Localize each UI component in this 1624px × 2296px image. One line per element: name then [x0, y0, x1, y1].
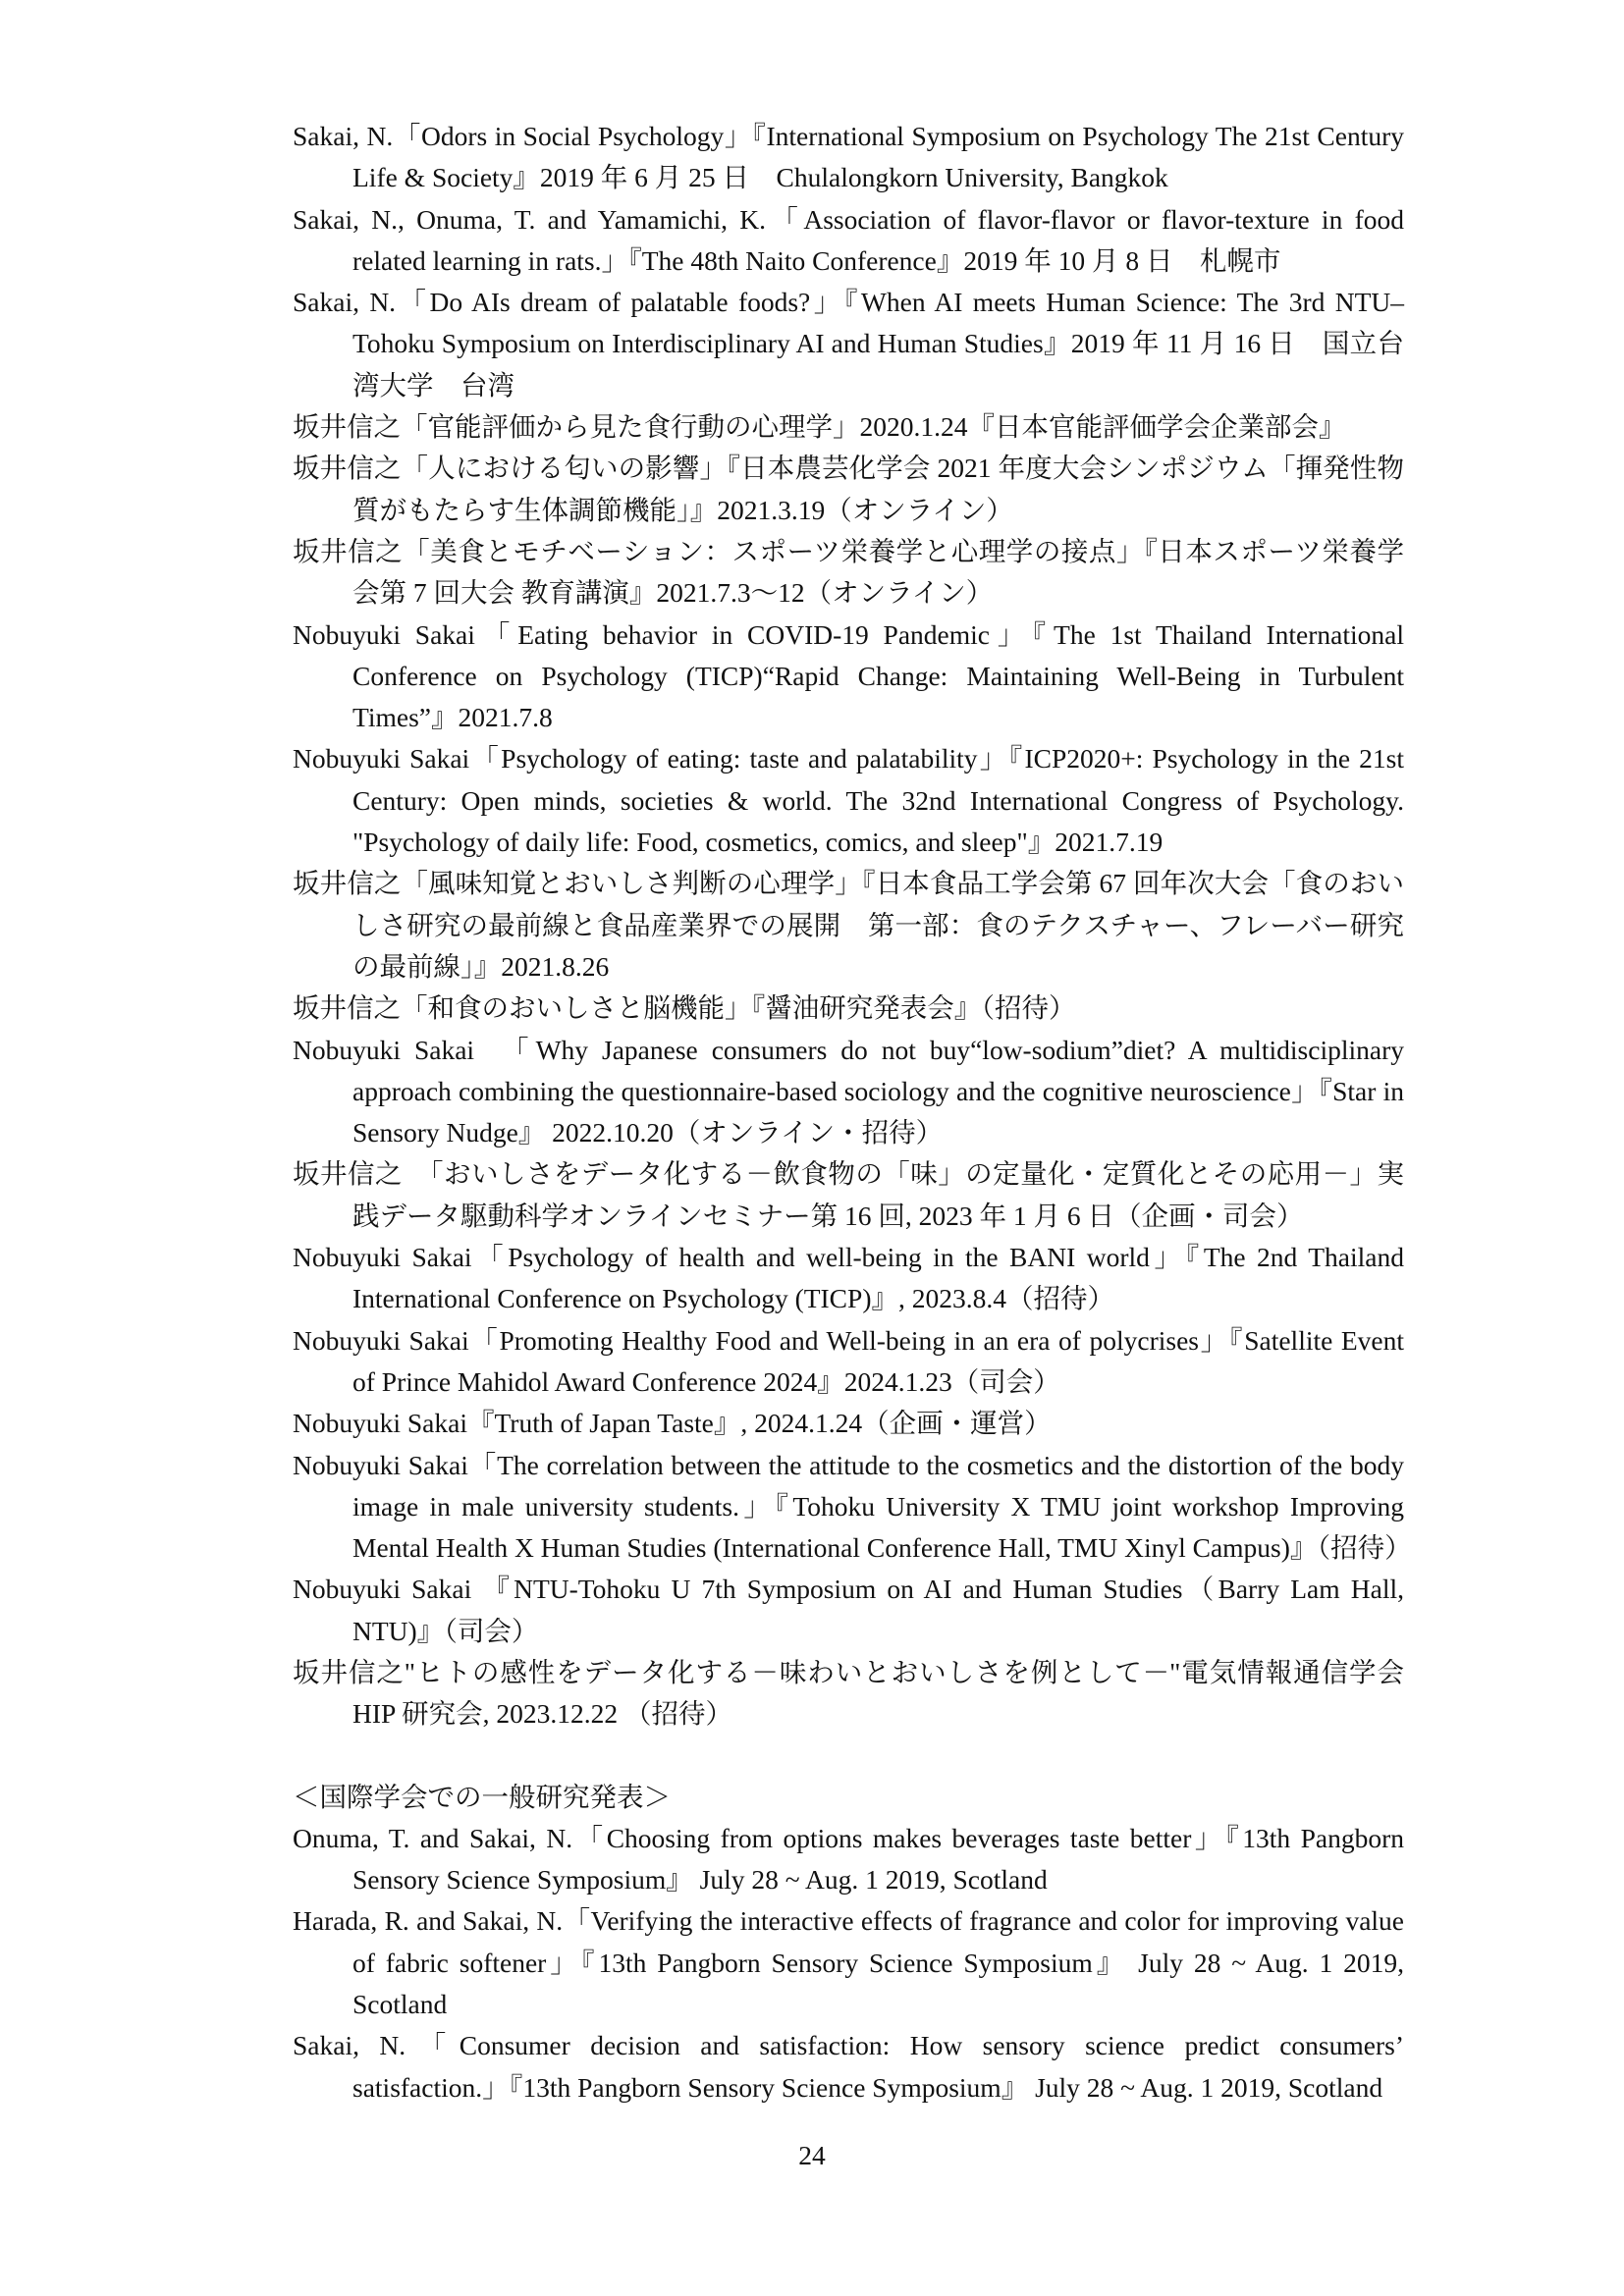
- list-item: 坂井信之「人における匂いの影響」『日本農芸化学会 2021 年度大会シンポジウム「揮発性物質がもたらす生体調節機能」』2021.3.19（オンライン）: [293, 453, 1404, 525]
- list-item: Nobuyuki Sakai 『NTU-Tohoku U 7th Symposium on AI and Human Studies（Barry Lam Hall, NTU)』（司会）: [293, 1574, 1404, 1646]
- page-number: 24: [798, 2140, 826, 2170]
- list-item: 坂井信之「和食のおいしさと脳機能」『醤油研究発表会』（招待）: [293, 992, 1076, 1024]
- list-item: Onuma, T. and Sakai, N.「Choosing from options makes beverages taste better」『13th Pangborn Sensory Science Symposium』 July 28 ~ Aug. 1 2019, Scotland: [293, 1822, 1404, 1896]
- list-item: Nobuyuki Sakai「Eating behavior in COVID-19 Pandemic」『The 1st Thailand International Conference on Psychology (TICP)“Rapid Change: Maintaining Well-Being in Turbulent Times”』2021.7.8: [293, 618, 1404, 733]
- list-item: 坂井信之"ヒトの感性をデータ化する－味わいとおいしさを例として－"電気情報通信学会 HIP 研究会, 2023.12.22 （招待）: [293, 1656, 1404, 1730]
- list-item: 坂井信之「美食とモチベーション：スポーツ栄養学と心理学の接点」『日本スポーツ栄養学会第 7 回大会 教育講演』2021.7.3～12（オンライン）: [293, 535, 1404, 609]
- section-heading: ＜国際学会での一般研究発表＞: [293, 1781, 671, 1812]
- list-item: 坂井信之「風味知覚とおいしさ判断の心理学」『日本食品工学会第 67 回年次大会「食のおいしさ研究の最前線と食品産業界での展開 第一部：食のテクスチャー、フレーバー研究の最前線」』2021.8.26: [293, 868, 1404, 982]
- list-item: Nobuyuki Sakai「Psychology of health and well-being in the BANI world」『The 2nd Thailand International Conference on Psychology (TICP)』, 2023.8.4（招待）: [293, 1242, 1404, 1314]
- list-item: Nobuyuki Sakai『Truth of Japan Taste』, 2024.1.24（企画・運営）: [293, 1408, 1052, 1439]
- list-item: Sakai, N.「Do AIs dream of palatable foods?」『When AI meets Human Science: The 3rd NTU–Tohoku Symposium on Interdisciplinary AI and Human Studies』2019 年 11 月 16 日 国立台湾大学 台湾: [293, 287, 1404, 400]
- list-item: Sakai, N.「Odors in Social Psychology」『International Symposium on Psychology The 21st Century Life & Society』2019 年 6 月 25 日 Chulalongkorn University, Bangkok: [293, 121, 1404, 193]
- list-item: Sakai, N., Onuma, T. and Yamamichi, K.「Association of flavor-flavor or flavor-texture in food related learning in rats.」『The 48th Naito Conference』2019 年 10 月 8 日 札幌市: [293, 203, 1404, 276]
- list-item: 坂井信之「官能評価から見た食行動の心理学」2020.1.24『日本官能評価学会企業部会』: [293, 411, 1346, 443]
- list-item: Nobuyuki Sakai「Psychology of eating: taste and palatability」『ICP2020+: Psychology in the 21st Century: Open minds, societies & world. The 32nd International Congress of Psychology. "Psychology of daily life: Food, cosmetics, comics, and sleep"』2021.7.19: [293, 743, 1404, 858]
- list-item: Nobuyuki Sakai「The correlation between the attitude to the cosmetics and the distortion of the body image in male university students.」『Tohoku University X TMU joint workshop Improving Mental Health X Human Studies (International Conference Hall, TMU Xinyl Campus)』（招待）: [293, 1449, 1412, 1564]
- list-item: Nobuyuki Sakai「Promoting Healthy Food and Well-being in an era of polycrises」『Satellite Event of Prince Mahidol Award Conference 2024』2024.1.23（司会）: [293, 1324, 1404, 1397]
- list-item: Nobuyuki Sakai 「Why Japanese consumers do not buy“low-sodium”diet? A multidisciplinary approach combining the questionnaire-based sociology and the cognitive neuroscience」『Star in Sensory Nudge』 2022.10.20（オンライン・招待）: [293, 1034, 1404, 1148]
- list-item: Sakai, N.「Consumer decision and satisfaction: How sensory science predict consumers’ satisfaction.」『13th Pangborn Sensory Science Symposium』 July 28 ~ Aug. 1 2019, Scotland: [293, 2030, 1404, 2103]
- document-body: [293, 116, 1412, 2109]
- list-item: 坂井信之 「おいしさをデータ化する－飲食物の「味」の定量化・定質化とその応用－」実践データ駆動科学オンラインセミナー第 16 回, 2023 年 1 月 6 日（企画・司会）: [293, 1158, 1404, 1231]
- list-item: Harada, R. and Sakai, N.「Verifying the interactive effects of fragrance and color for improving value of fabric softener」『13th Pangborn Sensory Science Symposium』 July 28 ~ Aug. 1 2019, Scotland: [293, 1905, 1404, 2020]
